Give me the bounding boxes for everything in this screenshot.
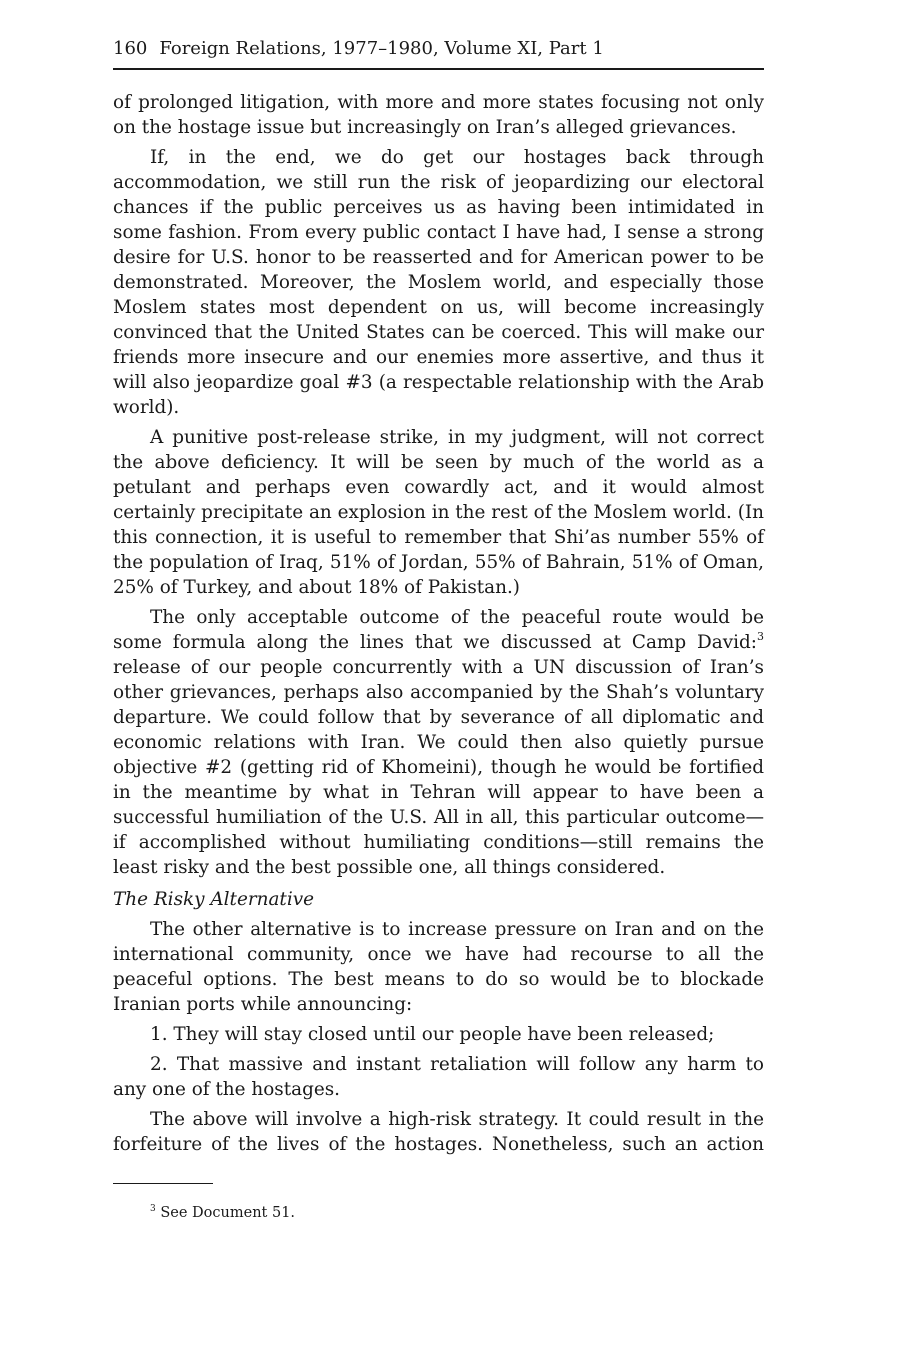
paragraph-text: The only acceptable outcome of the peaceful route would be some formula along the lines that we discussed at Camp David: (113, 607, 764, 653)
section-heading: The Risky Alternative (113, 889, 314, 910)
running-header (113, 36, 764, 70)
running-title: Foreign Relations, 1977–1980, Volume XI, Part 1 (159, 38, 604, 59)
paragraph: If, in the end, we do get our hostages back through accommodation, we still run the risk of jeopardizing our electoral chances if the public perceives us as having been intimidated in some fashion. From every public contact I have had, I sense a strong desire for U.S. honor to be reasserted and for American power to be demonstrated. Moreover, the Moslem world, and especially those Moslem states most dependent on us, will become increasingly convinced that the United States can be coerced. This will make our friends more insecure and our enemies more assertive, and thus it will also jeopardize goal #3 (a respectable relationship with the Arab world). (113, 147, 764, 418)
footnote-text: See Document 51. (160, 1205, 296, 1221)
body-text (113, 90, 764, 1157)
page-number: 160 (113, 38, 148, 59)
paragraph: The above will involve a high-risk strategy. It could result in the forfeiture of the lives of the hostages. Nonetheless, such an action (113, 1109, 764, 1155)
footnote (150, 1203, 295, 1223)
paragraph: The other alternative is to increase pressure on Iran and on the international community, once we have had recourse to all the peaceful options. The best means to do so would be to blockade Iranian ports while announcing: (113, 919, 764, 1015)
paragraph: of prolonged litigation, with more and more states focusing not only on the hostage issue but increasingly on Iran’s alleged grievances. (113, 92, 764, 138)
footnote-reference: 3 (757, 629, 764, 643)
list-item: 1. They will stay closed until our people have been released; (150, 1024, 715, 1045)
list-item: 2. That massive and instant retaliation will follow any harm to any one of the hostages. (113, 1054, 764, 1100)
footnote-divider (113, 1183, 213, 1184)
paragraph (113, 605, 764, 880)
paragraph: A punitive post-release strike, in my judgment, will not correct the above deficiency. It will be seen by much of the world as a petulant and perhaps even cowardly act, and it would almost certainly precipitate an explosion in the rest of the Moslem world. (In this connection, it is useful to remember that Shi’as number 55% of the population of Iraq, 51% of Jordan, 55% of Bahrain, 51% of Oman, 25% of Turkey, and about 18% of Pakistan.) (113, 427, 764, 598)
footnote-marker: 3 (150, 1204, 156, 1215)
document-page (113, 36, 764, 1162)
paragraph-text: release of our people concurrently with a UN discussion of Iran’s other grievances, perhaps also accompanied by the Shah’s voluntary departure. We could follow that by severance of all diplomatic and economic relations with Iran. We could then also quietly pursue objective #2 (getting rid of Khomeini), though he would be fortified in the meantime by what in Tehran will appear to have been a successful humiliation of the U.S. All in all, this particular outcome—if accomplished without humiliating conditions—still remains the least risky and the best possible one, all things considered. (113, 657, 764, 878)
